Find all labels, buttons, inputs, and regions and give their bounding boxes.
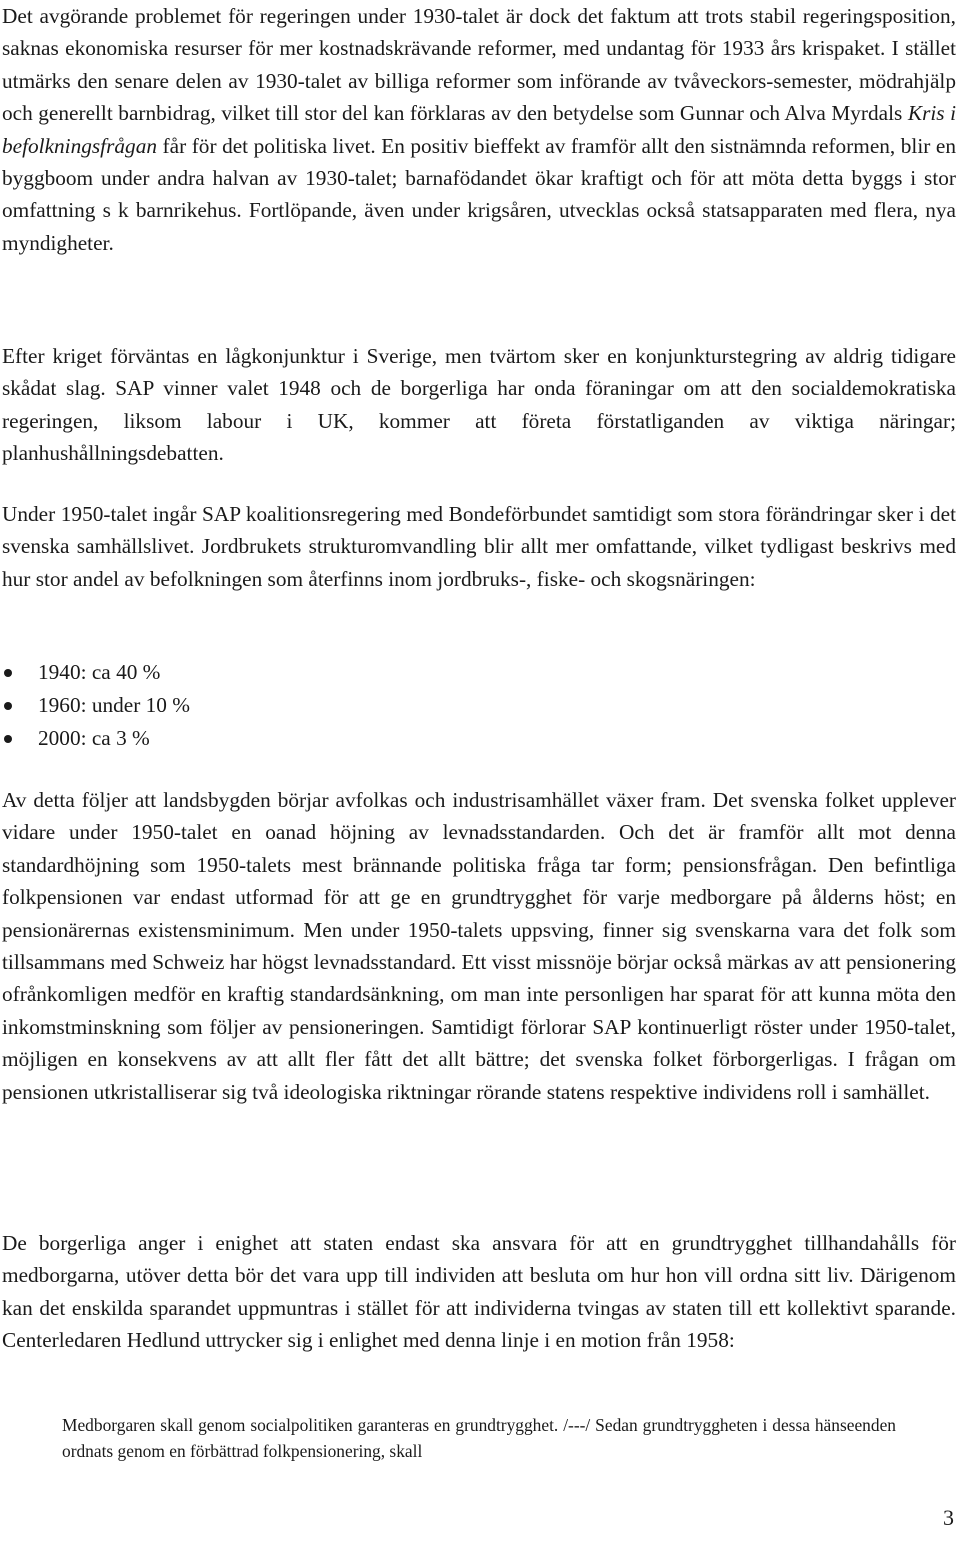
paragraph-4: Av detta följer att landsbygden börjar avfolkas och industrisamhället växer fram. Det svenska folket upplever vidare under 1950-talet en oanad höjning av levnadsstandarden. Och det är framför allt mot denna standardhöjning som 1950-talets mest brännande politiska fråga tar form; pensionsfrågan. Den befintliga folkpensionen var endast utformad för att ge en grundtrygghet för varje medborgare på ålderns höst; en pensionärernas existensminimum. Men under 1950-talets uppsving, finner sig svenskarna vara det folk som tillsammans med Schweiz har högst levnadsstandard. Ett visst missnöje börjar också märkas av att pensionering ofrånkomligen medför en kraftig standardsänkning, om man inte personligen har sparat för att kunna möta den inkomstminskning som följer av pensioneringen. Samtidigt förlorar SAP kontinuerligt röster under 1950-talet, möjligen en konsekvens av att allt fler fått det allt bättre; det svenska folket förborgerligas. I frågan om pensionen utkristalliserar sig två ideologiska riktningar rörande statens respektive individens roll i samhället.: [2, 788, 957, 1104]
paragraph-1-text-a: Det avgörande problemet för regeringen under 1930-talet är dock det faktum att trots stabil regeringsposition, saknas ekonomiska resurser för mer kostnadskrävande reformer, med undantag för 1933 års krispaket. I stället utmärks den senare delen av 1930-talet av billiga reformer som införande av tvåveckors-semester, mödrahjälp och generellt barnbidrag, vilket till stor del kan förklaras av den betydelse som Gunnar och Alva Myrdals: [2, 4, 956, 126]
list-item: [0, 656, 400, 689]
paragraph-5: De borgerliga anger i enighet att staten endast ska ansvara för att en grundtrygghet tillhandahålls för medborgarna, utöver detta bör det vara upp till individen att besluta om hur hon vill ordna sitt liv. Därigenom kan det enskilda sparandet uppmuntras i stället för att individerna tvingas av staten till ett kollektivt sparande. Centerledaren Hedlund uttrycker sig i enlighet med denna linje i en motion från 1958:: [2, 1231, 956, 1353]
book-title: Kris i befolkningsfrågan: [2, 101, 956, 158]
list-item-text: 1940: ca 40 %: [38, 660, 161, 684]
paragraph-3: Under 1950-talet ingår SAP koalitionsregering med Bondeförbundet samtidigt som stora förändringar sker i det svenska samhällslivet. Jordbrukets strukturomvandling blir allt mer omfattande, vilket tydligast beskrivs med hur stor andel av befolkningen som återfinns inom jordbruks-, fiske- och skogsnäringen:: [2, 502, 956, 591]
paragraph-1-text-b: får för det politiska livet. En positiv bieffekt av framför allt den sistnämnda reformen, blir en byggboom under andra halvan av 1930-talet; barnafödandet ökar kraftigt och för att möta detta byggs i stor omfattning s k barnrikehus. Fortlöpande, även under krigsåren, utvecklas också statsapparaten med flera, nya myndigheter.: [2, 133, 956, 255]
bullet-icon: [4, 669, 12, 677]
bullet-icon: [4, 735, 12, 743]
list-item: [0, 689, 400, 722]
page-number: 3: [943, 1505, 954, 1530]
bullet-icon: [4, 702, 12, 710]
list-item: [0, 722, 400, 755]
bullet-list: [0, 656, 400, 755]
paragraph-1: [2, 0, 956, 259]
block-quote: Medborgaren skall genom socialpolitiken garanteras en grundtrygghet. /---/ Sedan grundtryggheten i dessa hänseenden ordnats genom en förbättrad folkpensionering, skall: [62, 1415, 896, 1461]
list-item-text: 1960: under 10 %: [38, 693, 191, 717]
list-item-text: 2000: ca 3 %: [38, 726, 150, 750]
paragraph-2: Efter kriget förväntas en lågkonjunktur i Sverige, men tvärtom sker en konjunkturstegring av aldrig tidigare skådat slag. SAP vinner valet 1948 och de borgerliga har onda föraningar om att den socialdemokratiska regeringen, liksom labour i UK, kommer att företa förstatliganden av viktiga näringar; planhushållningsdebatten.: [2, 344, 956, 466]
